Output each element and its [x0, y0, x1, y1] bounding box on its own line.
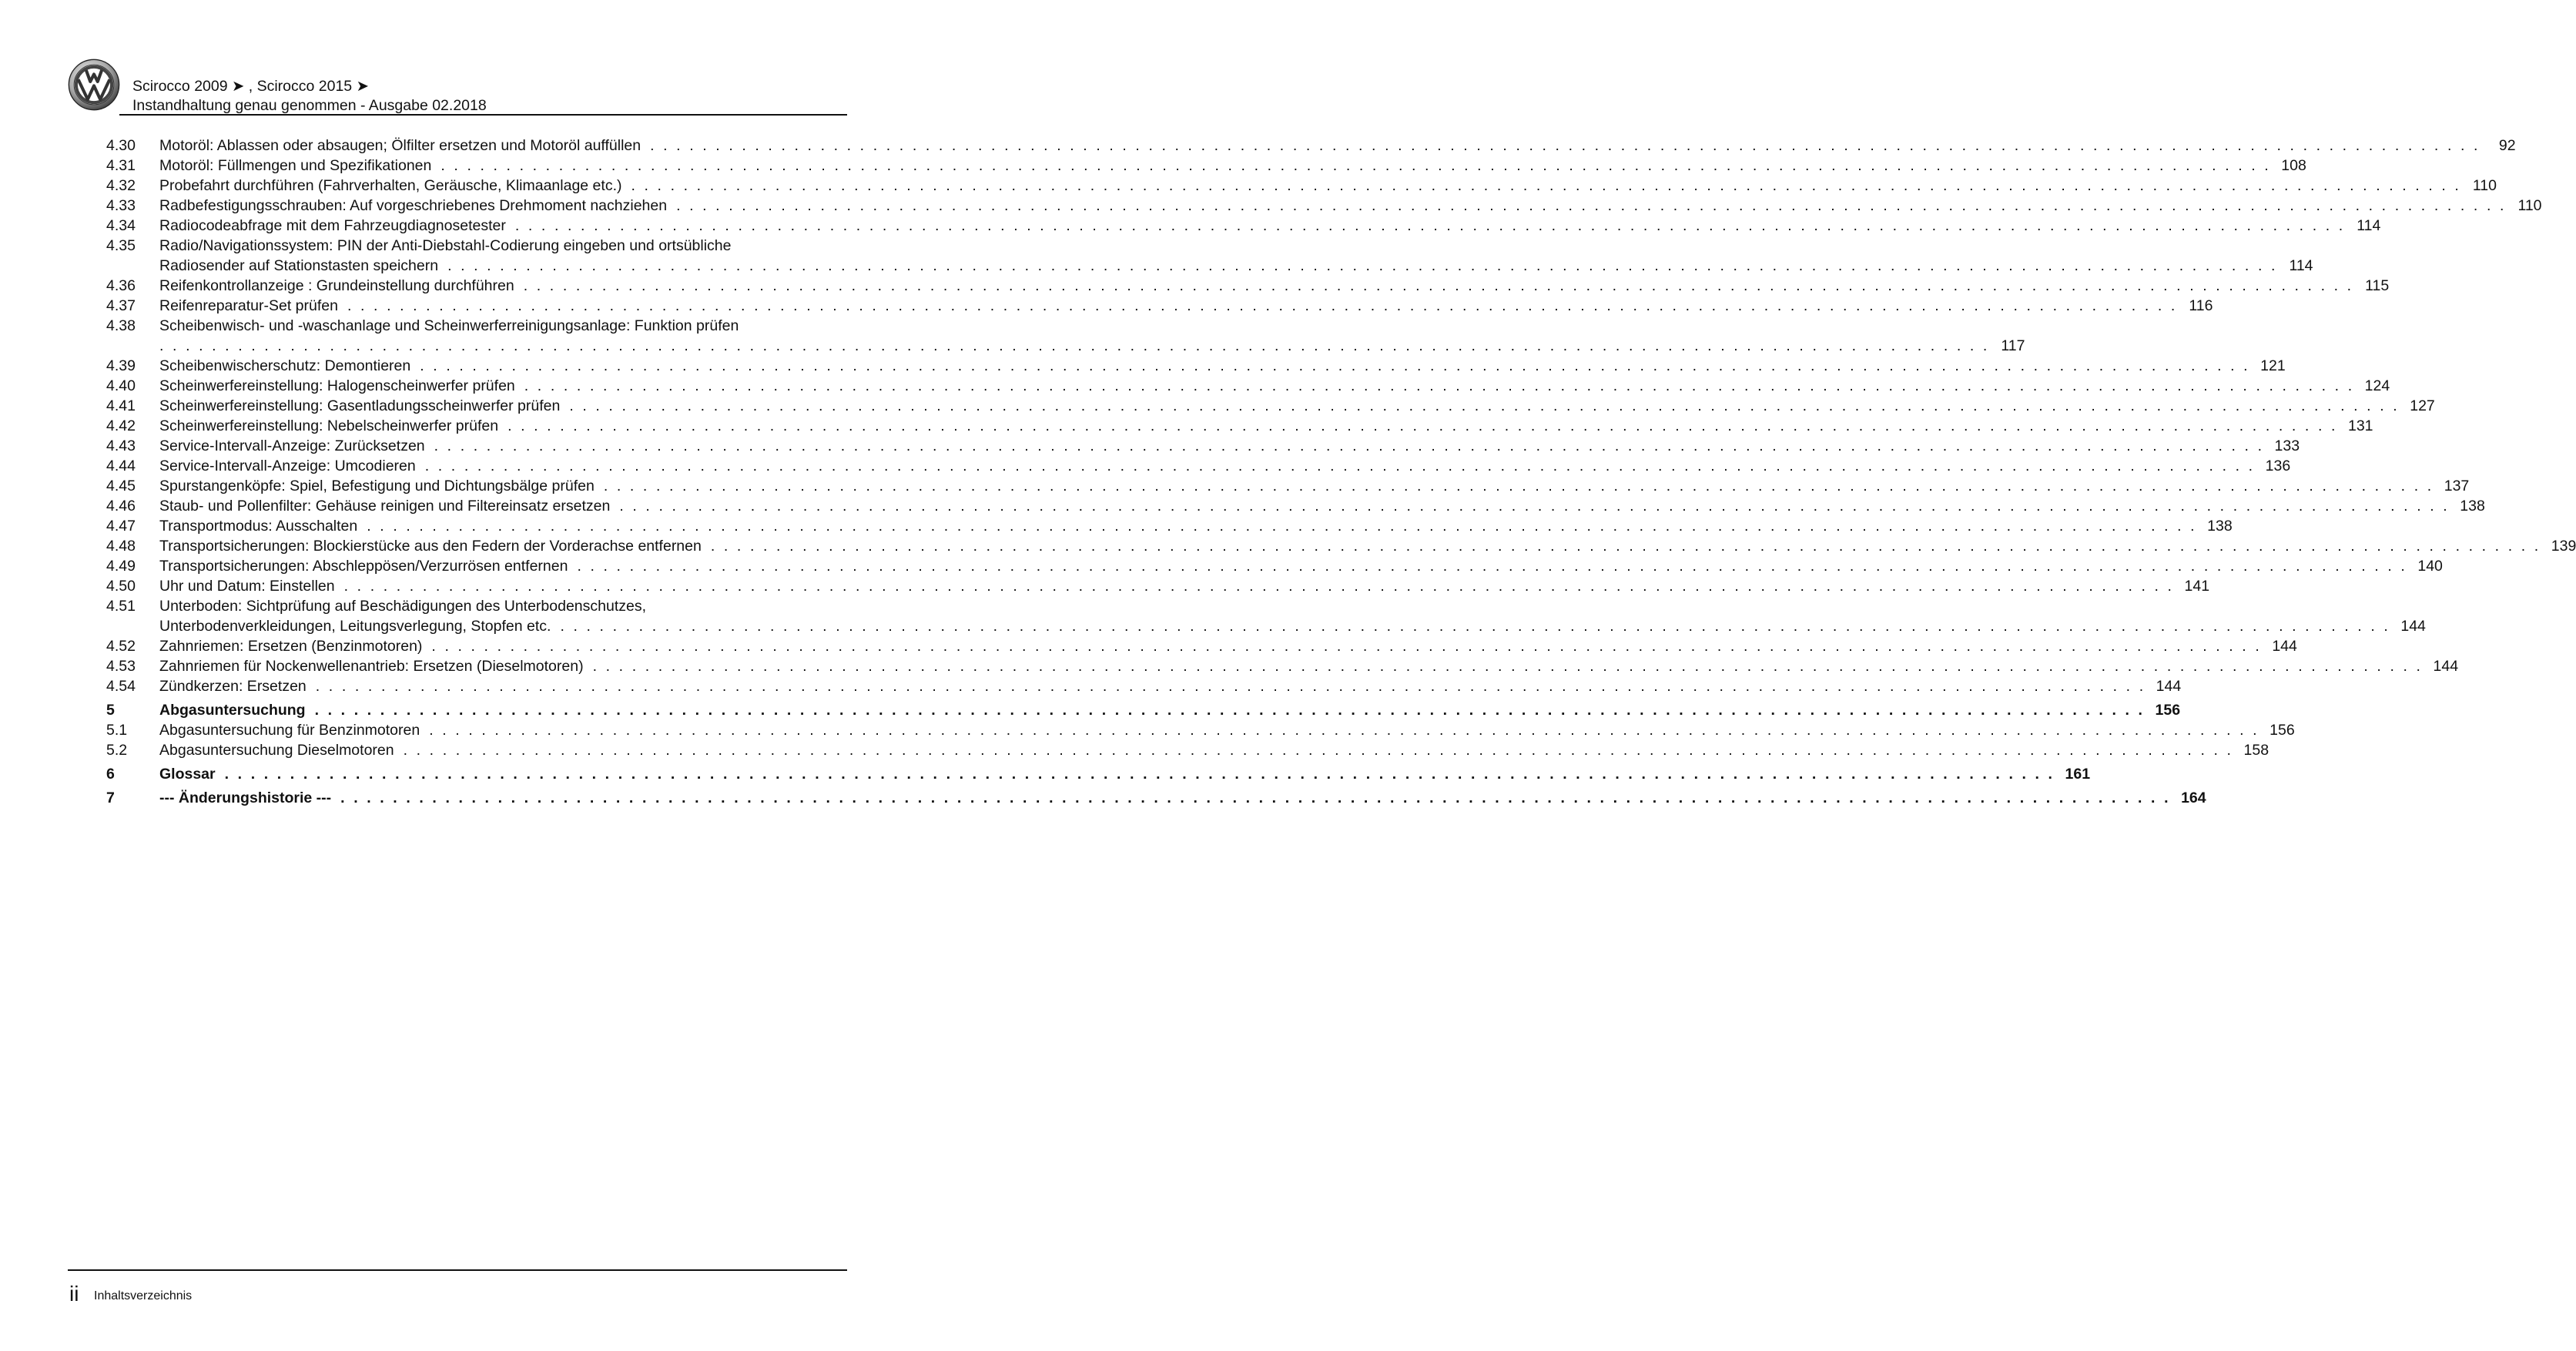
toc-entry[interactable]	[106, 656, 2459, 676]
toc-entry[interactable]	[106, 156, 2306, 176]
toc-entry[interactable]	[106, 476, 2470, 496]
toc-entry[interactable]	[106, 376, 2390, 396]
toc-entry-page: 114	[2357, 217, 2381, 234]
toc-entry-number: 4.42	[106, 417, 136, 434]
toc-entry-page: 114	[2289, 257, 2313, 274]
toc-entry-number: 4.51	[106, 598, 136, 615]
toc-entry[interactable]	[106, 136, 2516, 156]
toc-entry-page: 156	[2155, 702, 2181, 719]
toc-entry-number: 5.1	[106, 722, 128, 739]
toc-entry-number: 4.39	[106, 357, 136, 374]
toc-entry[interactable]	[106, 196, 2542, 216]
toc-leader-dots	[316, 676, 2146, 696]
toc-entry-page: 116	[2189, 297, 2213, 314]
toc-leader-dots	[344, 576, 2174, 596]
toc-entry-page: 144	[2400, 618, 2426, 635]
toc-entry-number: 4.49	[106, 558, 136, 575]
toc-leader-dots	[347, 296, 2177, 316]
toc-entry-title: Transportmodus: Ausschalten	[159, 518, 358, 535]
toc-leader-dots	[404, 740, 2233, 760]
toc-leader-dots	[159, 336, 1989, 356]
toc-entry[interactable]	[106, 436, 2300, 456]
toc-entry-title: Scheibenwischerschutz: Demontieren	[159, 357, 411, 374]
toc-entry[interactable]	[106, 516, 2233, 536]
toc-leader-dots	[340, 788, 2170, 808]
toc-entry-number: 7	[106, 789, 115, 806]
toc-leader-dots	[315, 700, 2145, 720]
toc-entry-page: 131	[2347, 417, 2373, 434]
footer-rule	[68, 1269, 847, 1271]
toc-entry-page: 133	[2274, 437, 2300, 454]
header-subtitle: Instandhaltung genau genommen - Ausgabe 02.2018	[132, 97, 487, 114]
toc-entry-title: Unterbodenverkleidungen, Leitungsverlegung, Stopfen etc.	[159, 618, 551, 635]
toc-leader-dots	[367, 516, 2196, 536]
toc-entry[interactable]	[106, 316, 2025, 356]
toc-entry-number: 6	[106, 766, 115, 783]
toc-entry-number: 4.53	[106, 658, 136, 675]
toc-entry-title: Scheinwerfereinstellung: Halogenscheinwerfer prüfen	[159, 377, 515, 394]
toc-leader-dots	[447, 256, 2277, 276]
toc-leader-dots	[431, 636, 2261, 656]
toc-entry[interactable]	[106, 596, 2426, 636]
toc-entry-number: 4.50	[106, 578, 136, 595]
toc-entry[interactable]	[106, 296, 2213, 316]
toc-leader-dots	[434, 436, 2264, 456]
toc-entry-number: 4.52	[106, 638, 136, 655]
toc-entry-number: 4.38	[106, 317, 136, 334]
toc-entry[interactable]	[106, 216, 2381, 236]
toc-entry-number: 4.34	[106, 217, 136, 234]
toc-entry-page: 127	[2410, 397, 2435, 414]
toc-entry-page: 115	[2365, 277, 2390, 294]
toc-entry-title: Reifenkontrollanzeige : Grundeinstellung durchführen	[159, 277, 514, 294]
toc-leader-dots	[425, 456, 2255, 476]
toc-leader-dots	[650, 136, 2480, 156]
toc-leader-dots	[524, 276, 2353, 296]
toc-entry[interactable]	[106, 700, 2181, 720]
toc-entry-number: 4.54	[106, 678, 136, 695]
toc-entry[interactable]	[106, 276, 2390, 296]
toc-leader-dots	[619, 496, 2449, 516]
toc-entry-title: Abgasuntersuchung	[159, 702, 306, 719]
toc-entry[interactable]	[106, 740, 2269, 760]
toc-entry-number: 5	[106, 702, 115, 719]
toc-entry-title: Transportsicherungen: Abschleppösen/Verzurrösen entfernen	[159, 558, 568, 575]
toc-entry[interactable]	[106, 496, 2485, 516]
toc-entry-page: 161	[2065, 766, 2091, 783]
toc-entry-title: Probefahrt durchführen (Fahrverhalten, Geräusche, Klimaanlage etc.)	[159, 177, 622, 194]
toc-entry[interactable]	[106, 764, 2091, 784]
toc-entry-title: --- Änderungshistorie ---	[159, 789, 332, 806]
toc-leader-dots	[577, 556, 2407, 576]
toc-leader-dots	[676, 196, 2506, 216]
toc-entry[interactable]	[106, 720, 2295, 740]
toc-entry[interactable]	[106, 416, 2373, 436]
toc-entry-number: 4.41	[106, 397, 136, 414]
toc-entry[interactable]	[106, 556, 2443, 576]
toc-entry-number: 4.37	[106, 297, 136, 314]
toc-entry-title: Radbefestigungsschrauben: Auf vorgeschriebenes Drehmoment nachziehen	[159, 197, 668, 214]
toc-entry-number: 5.2	[106, 742, 128, 759]
toc-entry-page: 140	[2417, 558, 2443, 575]
toc-entry-page: 144	[2272, 638, 2297, 655]
toc-entry-title: Abgasuntersuchung Dieselmotoren	[159, 742, 394, 759]
toc-entry-page: 139	[2551, 538, 2576, 555]
toc-entry-page: 137	[2444, 478, 2470, 494]
toc-entry-title: Scheinwerfereinstellung: Gasentladungsscheinwerfer prüfen	[159, 397, 561, 414]
toc-entry[interactable]	[106, 176, 2497, 196]
toc-entry[interactable]	[106, 536, 2576, 556]
toc-entry-page: 141	[2184, 578, 2210, 595]
footer-page-number: ii	[69, 1282, 79, 1306]
toc-entry-page: 138	[2460, 498, 2485, 515]
toc-entry-number: 4.43	[106, 437, 136, 454]
toc-entry-page: 108	[2281, 157, 2306, 174]
toc-leader-dots	[524, 376, 2354, 396]
toc-leader-dots	[515, 216, 2345, 236]
toc-entry-number: 4.31	[106, 157, 136, 174]
toc-entry-title: Glossar	[159, 766, 216, 783]
toc-entry-title: Staub- und Pollenfilter: Gehäuse reinigen und Filtereinsatz ersetzen	[159, 498, 611, 515]
toc-entry-page: 164	[2181, 789, 2206, 806]
toc-leader-dots	[429, 720, 2259, 740]
toc-entry-page: 121	[2260, 357, 2286, 374]
toc-entry-title: Radiosender auf Stationstasten speichern	[159, 257, 439, 274]
toc-entry-page: 92	[2498, 137, 2516, 154]
toc-entry[interactable]	[106, 576, 2210, 596]
toc-entry-page: 124	[2364, 377, 2390, 394]
toc-entry-page: 144	[2156, 678, 2182, 695]
header-rule	[119, 114, 847, 116]
toc-entry[interactable]	[106, 788, 2206, 808]
toc-entry[interactable]	[106, 636, 2297, 656]
toc-entry-title: Spurstangenköpfe: Spiel, Befestigung und Dichtungsbälge prüfen	[159, 478, 595, 494]
toc-entry[interactable]	[106, 456, 2291, 476]
toc-entry-number: 4.35	[106, 237, 136, 254]
toc-entry-number: 4.46	[106, 498, 136, 515]
toc-entry-page: 156	[2269, 722, 2295, 739]
toc-entry[interactable]	[106, 676, 2182, 696]
toc-entry-title: Uhr und Datum: Einstellen	[159, 578, 335, 595]
toc-leader-dots	[225, 764, 2055, 784]
toc-entry-page: 144	[2433, 658, 2459, 675]
toc-leader-dots	[420, 356, 2249, 376]
vw-logo	[68, 59, 120, 111]
toc-entry-title: Zahnriemen für Nockenwellenantrieb: Ersetzen (Dieselmotoren)	[159, 658, 584, 675]
table-of-contents	[106, 136, 2576, 808]
toc-entry-title: Motoröl: Füllmengen und Spezifikationen	[159, 157, 432, 174]
toc-entry-title: Zündkerzen: Ersetzen	[159, 678, 307, 695]
toc-entry-number: 4.33	[106, 197, 136, 214]
toc-entry-number: 4.36	[106, 277, 136, 294]
toc-entry-title: Transportsicherungen: Blockierstücke aus den Federn der Vorderachse entfernen	[159, 538, 702, 555]
toc-entry-title: Motoröl: Ablassen oder absaugen; Ölfilter ersetzen und Motoröl auffüllen	[159, 137, 641, 154]
toc-entry-number: 4.30	[106, 137, 136, 154]
toc-entry-page: 110	[2517, 197, 2542, 214]
toc-entry-title: Zahnriemen: Ersetzen (Benzinmotoren)	[159, 638, 423, 655]
toc-entry-title: Service-Intervall-Anzeige: Zurücksetzen	[159, 437, 425, 454]
footer-section-label: Inhaltsverzeichnis	[94, 1289, 193, 1302]
toc-entry-title-line1: Radio/Navigationssystem: PIN der Anti-Diebstahl-Codierung eingeben und ortsübliche	[159, 237, 732, 254]
toc-entry-number: 4.32	[106, 177, 136, 194]
toc-entry-page: 117	[2001, 337, 2025, 354]
toc-leader-dots	[569, 396, 2399, 416]
toc-entry-page: 136	[2265, 458, 2291, 474]
toc-leader-dots	[507, 416, 2337, 436]
toc-entry-title-line1: Scheibenwisch- und -waschanlage und Scheinwerferreinigungsanlage: Funktion prüfen	[159, 317, 739, 334]
toc-entry-title: Scheinwerfereinstellung: Nebelscheinwerfer prüfen	[159, 417, 499, 434]
toc-entry[interactable]	[106, 236, 2313, 276]
toc-leader-dots	[631, 176, 2460, 196]
toc-entry-number: 4.45	[106, 478, 136, 494]
toc-entry-number: 4.40	[106, 377, 136, 394]
toc-leader-dots	[593, 656, 2423, 676]
toc-entry-page: 110	[2472, 177, 2497, 194]
header-title: Scirocco 2009 ➤ , Scirocco 2015 ➤	[132, 78, 369, 95]
toc-entry-title: Service-Intervall-Anzeige: Umcodieren	[159, 458, 416, 474]
toc-entry-title: Radiocodeabfrage mit dem Fahrzeugdiagnosetester	[159, 217, 506, 234]
toc-entry[interactable]	[106, 356, 2286, 376]
toc-leader-dots	[604, 476, 2434, 496]
toc-entry-title: Abgasuntersuchung für Benzinmotoren	[159, 722, 420, 739]
toc-entry-number: 4.44	[106, 458, 136, 474]
toc-entry[interactable]	[106, 396, 2435, 416]
toc-entry-title: Reifenreparatur-Set prüfen	[159, 297, 338, 314]
toc-entry-page: 138	[2207, 518, 2233, 535]
toc-entry-number: 4.47	[106, 518, 136, 535]
toc-entry-title-line1: Unterboden: Sichtprüfung auf Beschädigungen des Unterbodenschutzes,	[159, 598, 647, 615]
toc-leader-dots	[560, 616, 2390, 636]
toc-leader-dots	[711, 536, 2541, 556]
toc-entry-number: 4.48	[106, 538, 136, 555]
toc-leader-dots	[440, 156, 2270, 176]
toc-entry-page: 158	[2243, 742, 2269, 759]
